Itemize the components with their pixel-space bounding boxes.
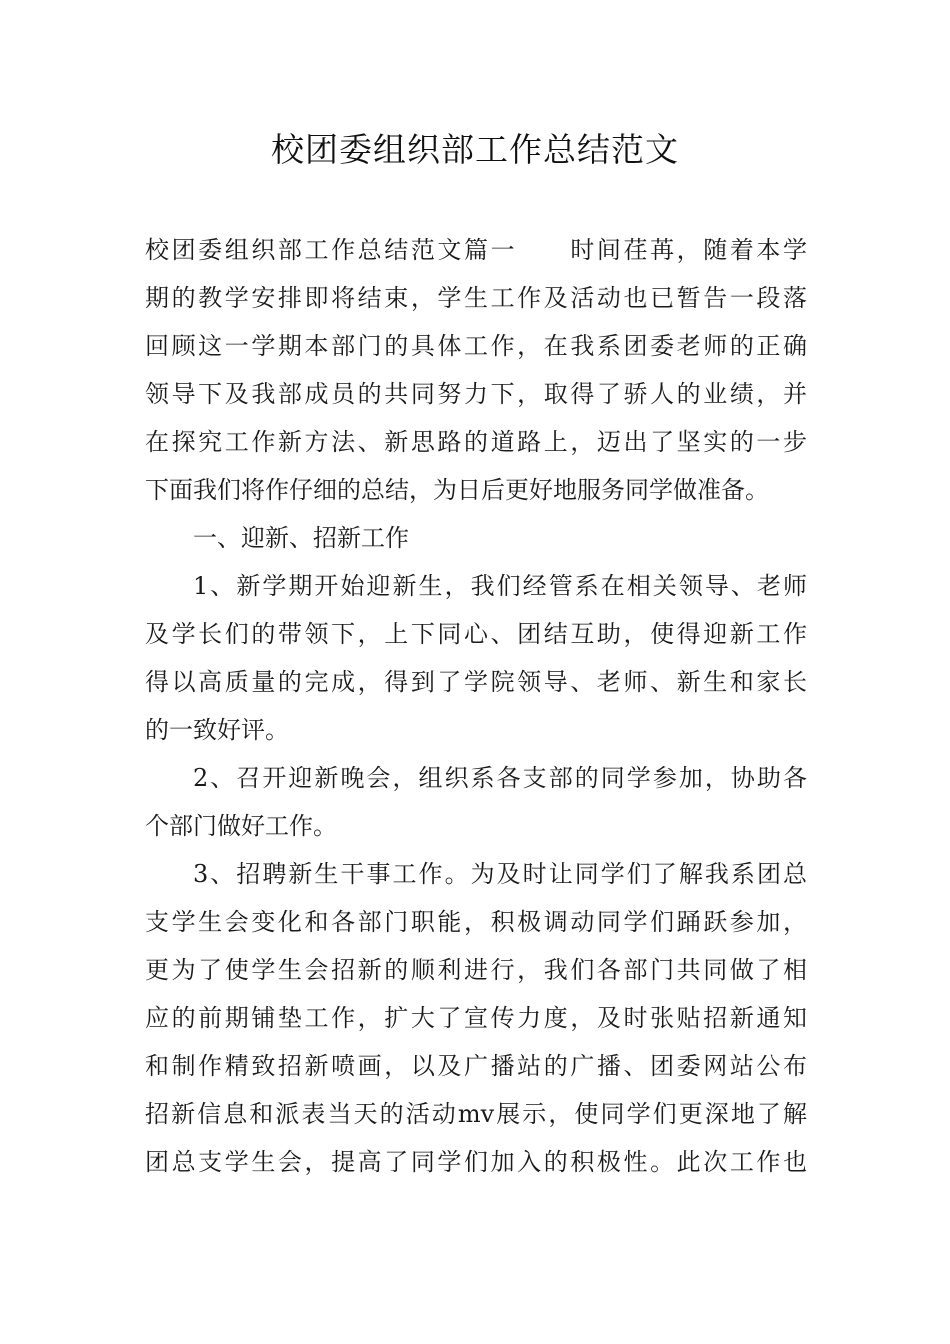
- paragraph-line: 支学生会变化和各部门职能，积极调动同学们踊跃参加，: [145, 908, 807, 936]
- paragraph-line: 团总支学生会，提高了同学们加入的积极性。此次工作也: [145, 1148, 807, 1176]
- paragraph-line: 和制作精致招新喷画，以及广播站的广播、团委网站公布: [145, 1052, 807, 1080]
- paragraph-line: 2、召开迎新晚会，组织系各支部的同学参加，协助各: [193, 764, 807, 792]
- paragraph-line: 的一致好评。: [145, 716, 289, 744]
- paragraph-line: 1、新学期开始迎新生，我们经管系在相关领导、老师: [193, 572, 807, 600]
- document-body: [145, 226, 807, 1186]
- paragraph-line: 及学长们的带领下，上下同心、团结互助，使得迎新工作: [145, 620, 807, 648]
- document-title: 校团委组织部工作总结范文: [271, 130, 679, 169]
- paragraph-line: 更为了使学生会招新的顺利进行，我们各部门共同做了相: [145, 956, 807, 984]
- paragraph-line: 招新信息和派表当天的活动mv展示，使同学们更深地了解: [145, 1100, 807, 1128]
- paragraph-line: 下面我们将作仔细的总结，为日后更好地服务同学做准备。: [145, 476, 769, 504]
- paragraph-line: 校团委组织部工作总结范文篇一 时间荏苒，随着本学: [145, 236, 807, 264]
- paragraph-line: 回顾这一学期本部门的具体工作，在我系团委老师的正确: [145, 332, 807, 360]
- paragraph-line: 在探究工作新方法、新思路的道路上，迈出了坚实的一步: [145, 428, 807, 456]
- paragraph-line: 应的前期铺垫工作，扩大了宣传力度，及时张贴招新通知: [145, 1004, 807, 1032]
- paragraph-line: 领导下及我部成员的共同努力下，取得了骄人的业绩，并: [145, 380, 807, 408]
- section-heading: 一、迎新、招新工作: [193, 524, 409, 552]
- paragraph-line: 得以高质量的完成，得到了学院领导、老师、新生和家长: [145, 668, 807, 696]
- paragraph-line: 期的教学安排即将结束，学生工作及活动也已暂告一段落: [145, 284, 807, 312]
- paragraph-line: 个部门做好工作。: [145, 812, 337, 840]
- paragraph-line: 3、招聘新生干事工作。为及时让同学们了解我系团总: [193, 860, 807, 888]
